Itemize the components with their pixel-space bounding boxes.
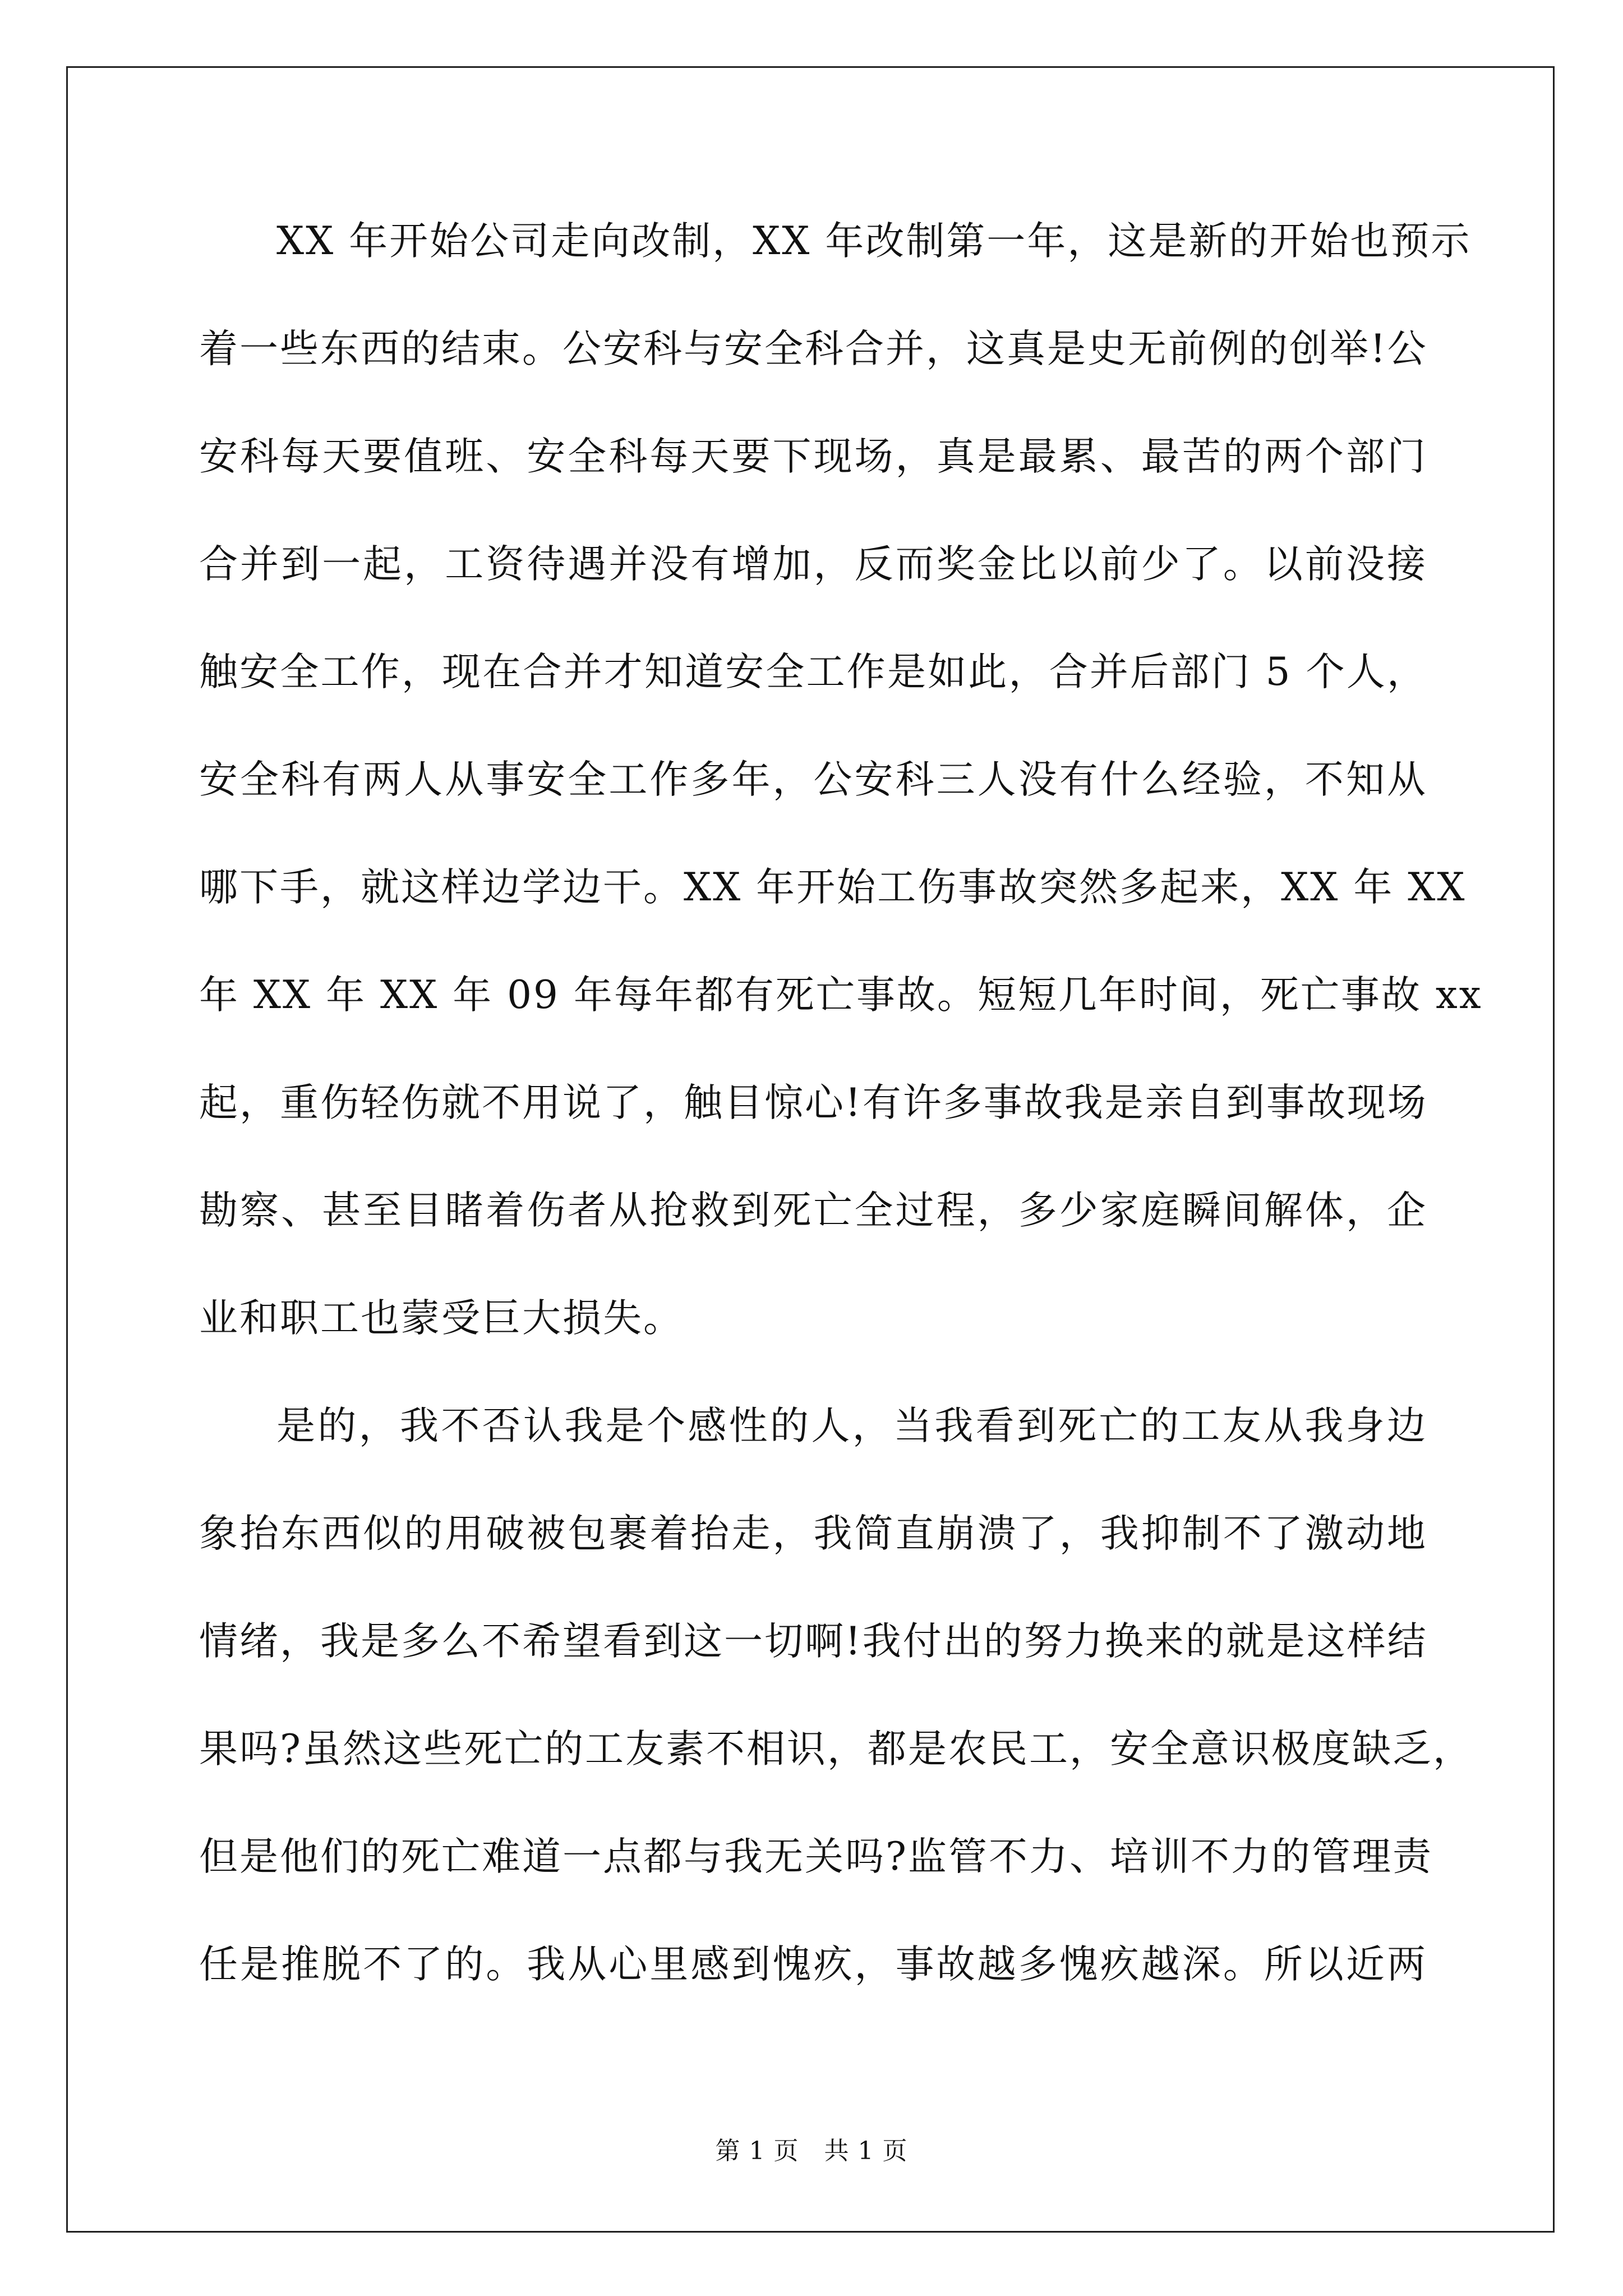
paragraph-2-line-4: 果吗?虽然这些死亡的工友素不相识，都是农民工，安全意识极度缺乏， bbox=[199, 1727, 1473, 1772]
paragraph-1-line-8: 年 XX 年 XX 年 09 年每年都有死亡事故。短短几年时间，死亡事故 xx bbox=[199, 973, 1483, 1018]
paragraph-1-line-9: 起，重伤轻伤就不用说了，触目惊心!有许多事故我是亲自到事故现场 bbox=[199, 1080, 1428, 1125]
paragraph-1-line-4: 合并到一起，工资待遇并没有增加，反而奖金比以前少了。以前没接 bbox=[199, 542, 1427, 587]
paragraph-2-line-5: 但是他们的死亡难道一点都与我无关吗?监管不力、培训不力的管理责 bbox=[199, 1834, 1433, 1879]
paragraph-2-line-1: 是的，我不否认我是个感性的人，当我看到死亡的工友从我身边 bbox=[276, 1404, 1427, 1448]
paragraph-2-line-3: 情绪，我是多么不希望看到这一切啊!我付出的努力换来的就是这样结 bbox=[199, 1619, 1428, 1664]
paragraph-1-line-11: 业和职工也蒙受巨大损失。 bbox=[199, 1296, 684, 1341]
paragraph-1-line-5: 触安全工作，现在合并才知道安全工作是如此，合并后部门 5 个人， bbox=[199, 650, 1427, 694]
paragraph-1-line-6: 安全科有两人从事安全工作多年，公安科三人没有什么经验，不知从 bbox=[199, 757, 1427, 802]
page-border bbox=[66, 66, 1555, 2233]
paragraph-1-line-2: 着一些东西的结束。公安科与安全科合并，这真是史无前例的创举!公 bbox=[199, 326, 1428, 371]
paragraph-1-line-1: XX 年开始公司走向改制，XX 年改制第一年，这是新的开始也预示 bbox=[276, 219, 1472, 264]
paragraph-1-line-7: 哪下手，就这样边学边干。XX 年开始工伤事故突然多起来，XX 年 XX bbox=[199, 865, 1467, 910]
paragraph-2-line-2: 象抬东西似的用破被包裹着抬走，我简直崩溃了，我抑制不了激动地 bbox=[199, 1511, 1427, 1556]
page-number-footer: 第 1 页 共 1 页 bbox=[715, 2137, 908, 2165]
paragraph-1-line-3: 安科每天要值班、安全科每天要下现场，真是最累、最苦的两个部门 bbox=[199, 434, 1427, 479]
paragraph-1-line-10: 勘察、甚至目睹着伤者从抢救到死亡全过程，多少家庭瞬间解体，企 bbox=[199, 1188, 1427, 1233]
paragraph-2-line-6: 任是推脱不了的。我从心里感到愧疚，事故越多愧疚越深。所以近两 bbox=[199, 1942, 1427, 1987]
